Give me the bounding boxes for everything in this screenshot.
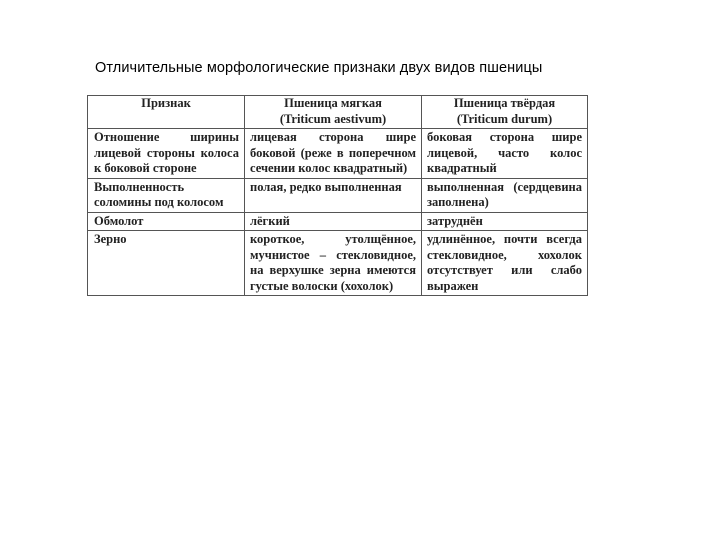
table-header-row (88, 96, 588, 129)
header-trait: Признак (88, 96, 245, 129)
slide-title: Отличительные морфологические признаки двух видов пшеницы (95, 60, 543, 76)
durum-wheat-cell: выполненная (сердцевина заполнена) (422, 178, 588, 212)
soft-wheat-cell: лёгкий (245, 212, 422, 231)
comparison-table (87, 95, 588, 296)
soft-wheat-cell: короткое, утолщённое, мучнистое – стекловидное, на верхушке зерна имеются густые волоски (хохолок) (245, 231, 422, 296)
trait-cell: Отношение ширины лицевой стороны колоса к боковой стороне (88, 129, 245, 179)
soft-wheat-cell: лицевая сторона шире боковой (реже в поперечном сечении колос квадратный) (245, 129, 422, 179)
table-row (88, 231, 588, 296)
durum-wheat-cell: удлинённое, почти всегда стекловидное, хохолок отсутствует или слабо выражен (422, 231, 588, 296)
table-row (88, 129, 588, 179)
header-soft-wheat: Пшеница мягкая (Triticum aestivum) (245, 96, 422, 129)
soft-wheat-cell: полая, редко выполненная (245, 178, 422, 212)
table-row (88, 212, 588, 231)
trait-cell: Зерно (88, 231, 245, 296)
trait-cell: Выполненность соломины под колосом (88, 178, 245, 212)
durum-wheat-cell: боковая сторона шире лицевой, часто колос квадратный (422, 129, 588, 179)
header-durum-wheat: Пшеница твёрдая (Triticum durum) (422, 96, 588, 129)
table-row (88, 178, 588, 212)
trait-cell: Обмолот (88, 212, 245, 231)
durum-wheat-cell: затруднён (422, 212, 588, 231)
